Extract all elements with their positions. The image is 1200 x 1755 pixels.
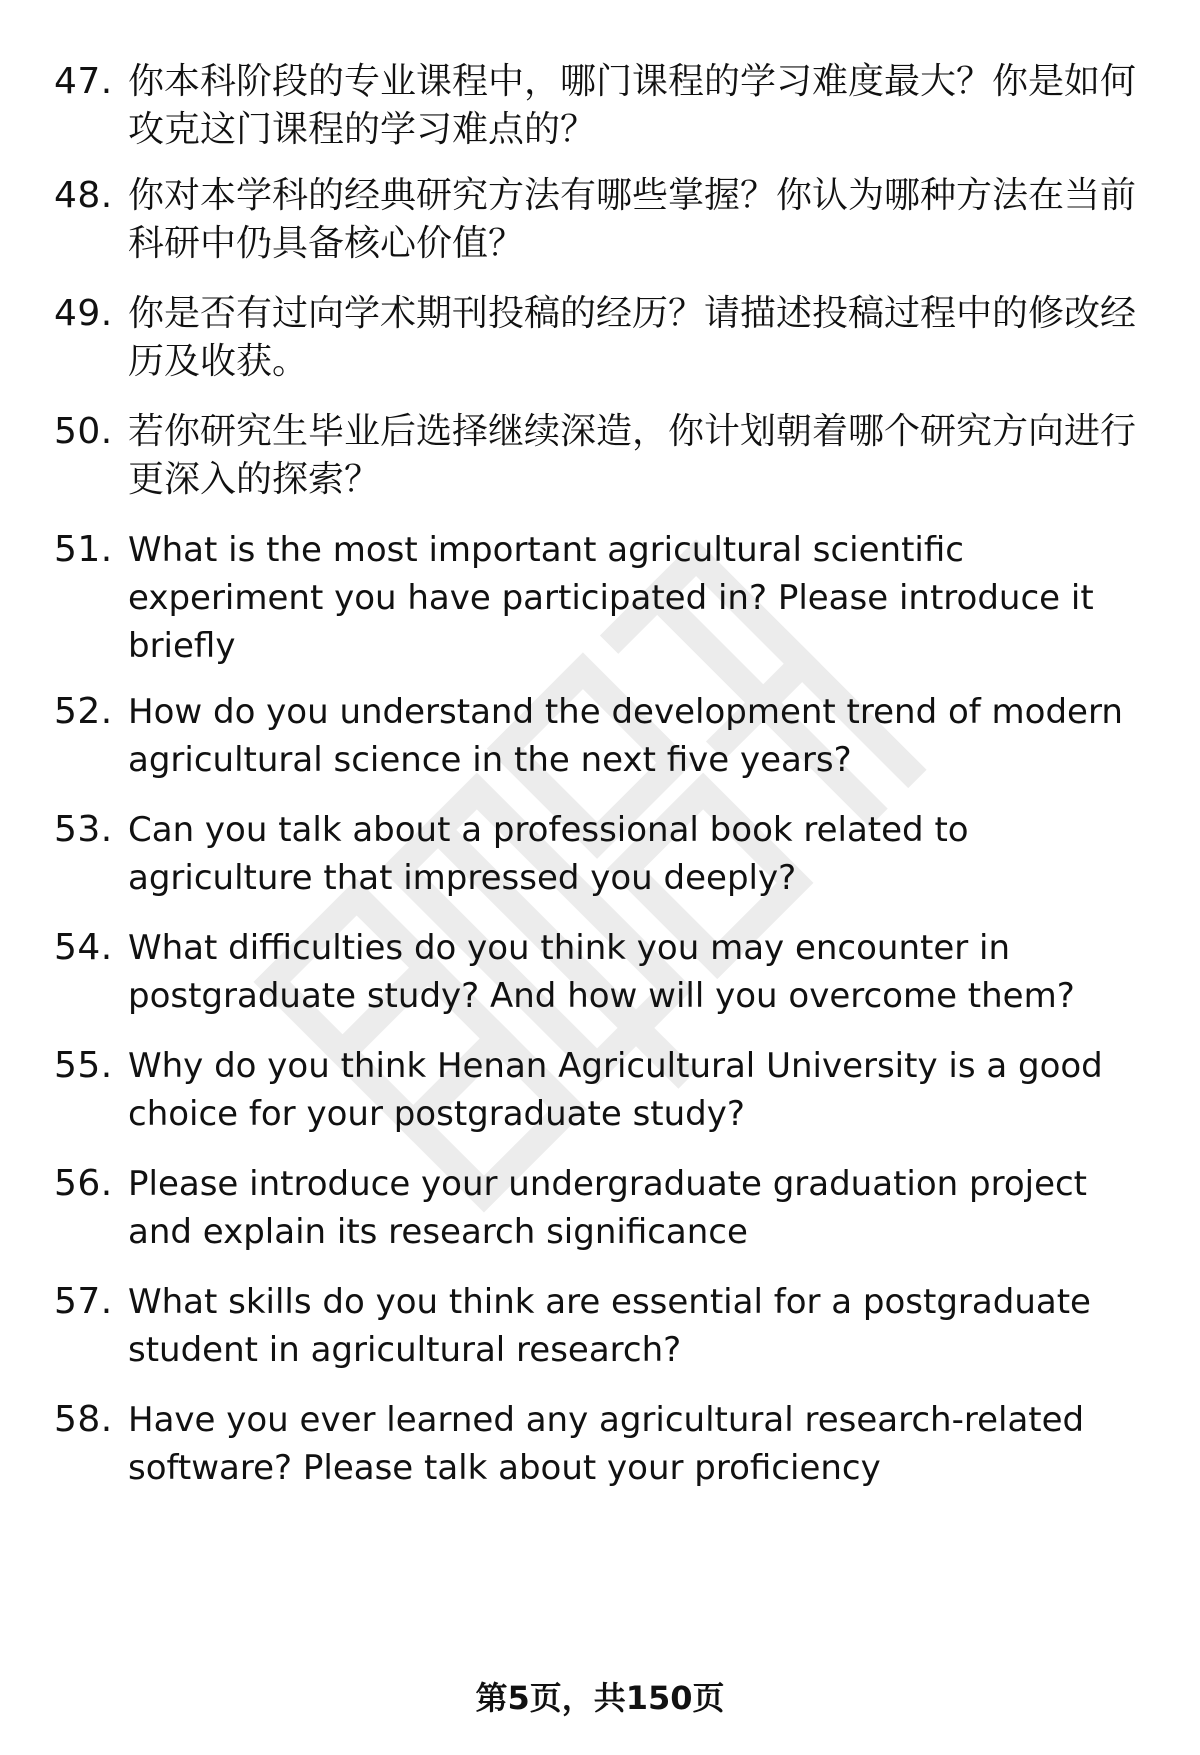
question-number: 51.: [54, 529, 113, 570]
question-number: 54.: [54, 927, 113, 968]
question-text: What difficulties do you think you may encounter in postgraduate study? And how will you overcome them?: [128, 928, 1075, 1016]
question-number: 49.: [54, 293, 113, 334]
question-text: 你是否有过向学术期刊投稿的经历？请描述投稿过程中的修改经 历及收获。: [128, 293, 1137, 382]
question-number: 57.: [54, 1281, 113, 1322]
question-number: 47.: [54, 61, 113, 102]
question-number: 50.: [54, 411, 113, 452]
question-number: 53.: [54, 809, 113, 850]
question-text: What skills do you think are essential for a postgraduate student in agricultural research?: [128, 1282, 1091, 1370]
question-number: 55.: [54, 1045, 113, 1086]
question-text: Have you ever learned any agricultural research-related software? Please talk about your proficiency: [128, 1400, 1085, 1488]
question-text: Can you talk about a professional book related to agriculture that impressed you deeply?: [128, 810, 969, 898]
question-text: 若你研究生毕业后选择继续深造，你计划朝着哪个研究方向进行 更深入的探索？: [128, 411, 1137, 500]
question-number: 56.: [54, 1163, 113, 1204]
question-number: 52.: [54, 691, 113, 732]
question-text: 你本科阶段的专业课程中，哪门课程的学习难度最大？你是如何 攻克这门课程的学习难点的？: [128, 61, 1137, 150]
question-number: 48.: [54, 175, 113, 216]
question-text: 你对本学科的经典研究方法有哪些掌握？你认为哪种方法在当前 科研中仍具备核心价值？: [128, 175, 1137, 264]
question-text: How do you understand the development trend of modern agricultural science in the next five years?: [128, 692, 1123, 780]
question-number: 58.: [54, 1399, 113, 1440]
question-text: Please introduce your undergraduate graduation project and explain its research significance: [128, 1164, 1088, 1252]
question-text: What is the most important agricultural scientific experiment you have participated in? Please introduce it briefly: [128, 530, 1094, 666]
page-number-footer: 第5页，共150页: [475, 1679, 725, 1717]
question-text: Why do you think Henan Agricultural University is a good choice for your postgraduate study?: [128, 1046, 1103, 1134]
